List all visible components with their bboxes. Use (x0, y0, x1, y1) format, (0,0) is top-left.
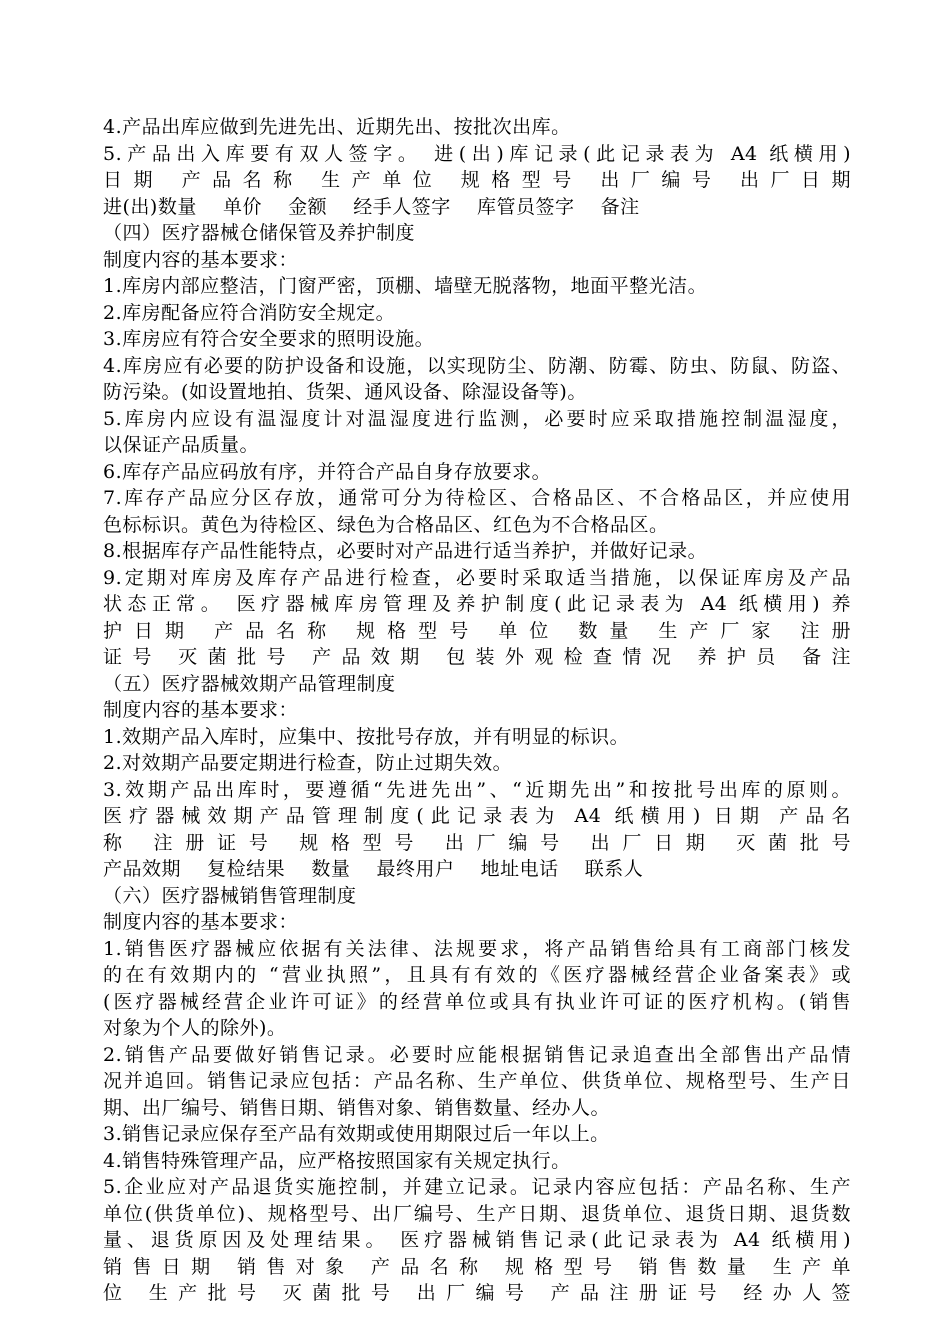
text-line: 2.库房配备应符合消防安全规定。 (103, 301, 396, 324)
text-line: 5.企业应对产品退货实施控制，并建立记录。记录内容应包括：产品名称、生产 (103, 1176, 851, 1198)
text-line: 5.库房内应设有温湿度计对温湿度进行监测，必要时应采取措施控制温湿度， (103, 407, 851, 430)
text-line: 制度内容的基本要求： (103, 911, 299, 933)
text-line: 8.根据库存产品性能特点，必要时对产品进行适当养护，并做好记录。 (103, 540, 708, 562)
text-line: 医疗器械效期产品管理制度(此记录表为 A4 纸横用) 日期 产品名 (103, 805, 851, 827)
text-line: 色标标识。黄色为待检区、绿色为合格品区、红色为不合格品区。 (103, 513, 669, 536)
text-line: 日期 产品名称 生产单位 规格型号 出厂编号 出厂日期 (103, 169, 851, 191)
document-body (103, 114, 851, 1307)
text-line: 产品效期 复检结果 数量 最终用户 地址电话 联系人 (103, 858, 644, 880)
text-line: 证号 灭菌批号 产品效期 包装外观检查情况 养护员 备注 (103, 646, 851, 668)
text-line: 况并追回。销售记录应包括：产品名称、生产单位、供货单位、规格型号、生产日 (103, 1070, 851, 1092)
text-line: 进(出)数量 单价 金额 经手人签字 库管员签字 备注 (103, 195, 640, 218)
text-line: 以保证产品质量。 (103, 434, 260, 456)
text-line: 销售日期 销售对象 产品名称 规格型号 销售数量 生产单 (103, 1255, 851, 1278)
text-line: 4.销售特殊管理产品，应严格按照国家有关规定执行。 (103, 1149, 571, 1172)
text-line: 1.效期产品入库时，应集中、按批号存放，并有明显的标识。 (103, 725, 630, 748)
text-line: 护日期 产品名称 规格型号 单位 数量 生产厂家 注册 (103, 619, 851, 642)
text-line: 单位(供货单位)、规格型号、出厂编号、生产日期、退货单位、退货日期、退货数 (103, 1202, 851, 1225)
text-line: 3.效期产品出库时，要遵循“先进先出”、“近期先出”和按批号出库的原则。 (103, 778, 851, 801)
text-line: 状态正常。 医疗器械库房管理及养护制度(此记录表为 A4 纸横用) 养 (103, 593, 851, 615)
text-line: (医疗器械经营企业许可证》的经营单位或具有执业许可证的医疗机构。(销售 (103, 990, 851, 1013)
text-line: 防污染。(如设置地拍、货架、通风设备、除湿设备等)。 (103, 381, 587, 403)
text-line: 对象为个人的除外)。 (103, 1017, 287, 1039)
text-line: 称 注册证号 规格型号 出厂编号 出厂日期 灭菌批号 (103, 831, 851, 854)
text-line: 2.销售产品要做好销售记录。必要时应能根据销售记录追查出全部售出产品情 (103, 1043, 851, 1066)
text-line: 4.库房应有必要的防护设备和设施，以实现防尘、防潮、防霉、防虫、防鼠、防盗、 (103, 354, 851, 377)
text-line: 位 生产批号 灭菌批号 出厂编号 产品注册证号 经办人签 (103, 1282, 851, 1304)
text-line: 9.定期对库房及库存产品进行检查，必要时采取适当措施，以保证库房及产品 (103, 566, 851, 589)
text-line: 1.库房内部应整洁，门窗严密，顶棚、墙壁无脱落物，地面平整光洁。 (103, 275, 708, 297)
text-line: 量、退货原因及处理结果。 医疗器械销售记录(此记录表为 A4 纸横用) (103, 1229, 851, 1251)
text-line: 期、出厂编号、销售日期、销售对象、销售数量、经办人。 (103, 1096, 611, 1119)
text-line: 制度内容的基本要求： (103, 248, 299, 271)
text-line: （六）医疗器械销售管理制度 (103, 884, 357, 907)
text-line: 4.产品出库应做到先进先出、近期先出、按批次出库。 (103, 116, 571, 138)
text-line: 7.库存产品应分区存放，通常可分为待检区、合格品区、不合格品区，并应使用 (103, 487, 851, 509)
text-line: 5.产品出入库要有双人签字。 进(出)库记录(此记录表为 A4 纸横用) (103, 142, 851, 165)
text-line: 制度内容的基本要求： (103, 699, 299, 721)
text-line: 3.库房应有符合安全要求的照明设施。 (103, 328, 435, 350)
text-line: （五）医疗器械效期产品管理制度 (103, 672, 396, 695)
text-line: 6.库存产品应码放有序，并符合产品自身存放要求。 (103, 460, 552, 483)
text-line: （四）医疗器械仓储保管及养护制度 (103, 222, 416, 244)
text-line: 3.销售记录应保存至产品有效期或使用期限过后一年以上。 (103, 1123, 610, 1145)
text-line: 2.对效期产品要定期进行检查，防止过期失效。 (103, 752, 513, 774)
text-line: 1.销售医疗器械应依据有关法律、法规要求，将产品销售给具有工商部门核发 (103, 937, 851, 960)
text-line: 的在有效期内的 “营业执照”，且具有有效的《医疗器械经营企业备案表》或 (103, 964, 851, 986)
